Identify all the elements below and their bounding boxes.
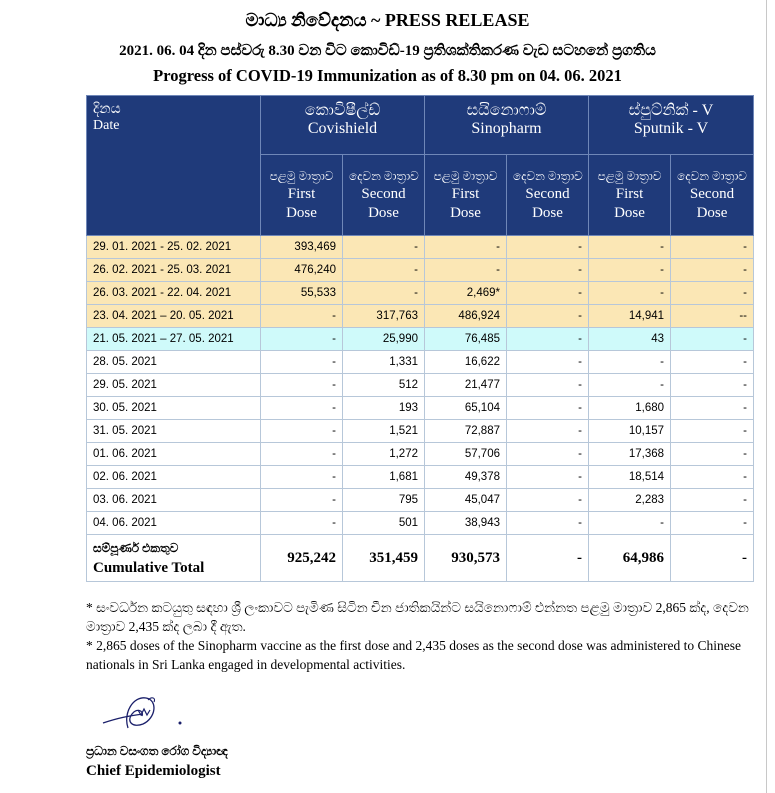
dose-count-cell: -: [507, 305, 589, 328]
dose-count-cell: -: [671, 351, 754, 374]
table-row: [87, 489, 754, 512]
dose-count-cell: -: [507, 512, 589, 535]
date-cell: 26. 02. 2021 - 25. 03. 2021: [87, 259, 261, 282]
dose-count-cell: -: [343, 259, 425, 282]
dose-count-cell: -: [671, 259, 754, 282]
total-label-english: Cumulative Total: [93, 560, 205, 576]
total-value-cell: 64,986: [589, 535, 671, 582]
dose-count-cell: -: [343, 282, 425, 305]
total-value-cell: -: [507, 535, 589, 582]
total-label: [87, 535, 261, 582]
dose-count-cell: 57,706: [425, 443, 507, 466]
dose-count-cell: -: [507, 374, 589, 397]
vaccine-name-english: Sinopharm: [471, 120, 542, 137]
table-row: [87, 282, 754, 305]
date-cell: 28. 05. 2021: [87, 351, 261, 374]
dose-count-cell: -: [425, 236, 507, 259]
dose-count-cell: -: [589, 282, 671, 305]
dose-header-english-2: Dose: [286, 205, 317, 221]
dose-header-sinhala: පළමු මාත්‍රාව: [269, 169, 334, 183]
table-row: [87, 374, 754, 397]
table-row: [87, 259, 754, 282]
dose-header-sinhala: පළමු මාත්‍රාව: [597, 169, 662, 183]
dose-count-cell: -: [589, 236, 671, 259]
dose-count-cell: -: [261, 420, 343, 443]
dose-count-cell: 38,943: [425, 512, 507, 535]
dose-count-cell: 1,681: [343, 466, 425, 489]
dose-header-english-2: Dose: [696, 205, 728, 221]
dose-count-cell: 72,887: [425, 420, 507, 443]
vaccine-name-sinhala: ස්පුට්නික් - V: [628, 102, 714, 119]
dose-count-cell: 43: [589, 328, 671, 351]
date-cell: 29. 05. 2021: [87, 374, 261, 397]
vaccine-header-sinopharm: [425, 96, 589, 155]
dose-count-cell: -: [507, 328, 589, 351]
date-cell: 23. 04. 2021 – 20. 05. 2021: [87, 305, 261, 328]
dose-count-cell: 393,469: [261, 236, 343, 259]
dose-count-cell: -: [671, 328, 754, 351]
total-value-cell: 925,242: [261, 535, 343, 582]
dose-count-cell: -: [671, 512, 754, 535]
page-edge-line: [766, 0, 767, 793]
date-cell: 03. 06. 2021: [87, 489, 261, 512]
dose-count-cell: 14,941: [589, 305, 671, 328]
dose-count-cell: -: [425, 259, 507, 282]
dose-count-cell: 501: [343, 512, 425, 535]
vaccine-header-sputnik: [589, 96, 754, 155]
footnote-english: * 2,865 doses of the Sinopharm vaccine as the first dose and 2,435 doses as the second dose was administered to Chinese nationals in Sri Lanka engaged in developmental activities.: [86, 638, 741, 672]
dose-count-cell: -: [507, 443, 589, 466]
dose-count-cell: -: [507, 259, 589, 282]
dose-count-cell: 10,157: [589, 420, 671, 443]
dose-count-cell: -: [507, 351, 589, 374]
dose-count-cell: -: [261, 328, 343, 351]
dose-header: [343, 155, 425, 236]
dose-header-sinhala: දෙවන මාත්‍රාව: [349, 169, 419, 183]
dose-count-cell: 317,763: [343, 305, 425, 328]
dose-count-cell: 16,622: [425, 351, 507, 374]
dose-header-english-1: First: [615, 186, 644, 202]
dose-count-cell: 795: [343, 489, 425, 512]
table-row: [87, 466, 754, 489]
dose-count-cell: -: [343, 236, 425, 259]
dose-header-english-2: Dose: [450, 205, 481, 221]
dose-count-cell: 76,485: [425, 328, 507, 351]
vaccine-name-english: Covishield: [307, 120, 378, 137]
dose-count-cell: -: [261, 305, 343, 328]
table-row: [87, 236, 754, 259]
dose-header-english-1: First: [287, 186, 316, 202]
dose-count-cell: -: [589, 351, 671, 374]
signature-title-english: Chief Epidemiologist: [86, 763, 221, 779]
dose-count-cell: -: [589, 374, 671, 397]
vaccine-header-covishield: [261, 96, 425, 155]
dose-count-cell: 17,368: [589, 443, 671, 466]
date-cell: 01. 06. 2021: [87, 443, 261, 466]
subtitle-sinhala: 2021. 06. 04 දින පස්වරු 8.30 වන විට කොවිඩ්-19 ප්‍රතිශක්තිකරණ වැඩ සටහනේ ප්‍රගතිය: [119, 43, 656, 59]
dose-count-cell: 1,680: [589, 397, 671, 420]
dose-count-cell: 1,272: [343, 443, 425, 466]
date-cell: 31. 05. 2021: [87, 420, 261, 443]
dose-header-sinhala: පළමු මාත්‍රාව: [433, 169, 498, 183]
signature-title-sinhala: ප්‍රධාන වසංගත රෝග විද්‍යාඥ: [86, 744, 228, 758]
dose-count-cell: 21,477: [425, 374, 507, 397]
dose-count-cell: 65,104: [425, 397, 507, 420]
dose-count-cell: 1,331: [343, 351, 425, 374]
table-row: [87, 443, 754, 466]
dose-header: [671, 155, 754, 236]
dose-count-cell: 193: [343, 397, 425, 420]
dose-count-cell: -: [671, 489, 754, 512]
dose-count-cell: -: [671, 236, 754, 259]
dose-header-sinhala: දෙවන මාත්‍රාව: [513, 169, 583, 183]
table-row: [87, 512, 754, 535]
dose-header-english-1: Second: [525, 186, 570, 202]
footnote-sinhala: * සංවර්ධන කටයුතු සඳහා ශ්‍රී ලංකාවට පැමිණ සිටින චීන ජාතිකයින්ට සයිනොෆාම් එන්නත පළමු මාත්‍රාව 2,865 ක්ද, දෙවන මාත්‍රාව 2,435 ක්ද ලබා දී ඇත.: [86, 600, 749, 634]
total-value-cell: 930,573: [425, 535, 507, 582]
dose-header-english-2: Dose: [368, 205, 399, 221]
dose-count-cell: -: [261, 512, 343, 535]
date-cell: 21. 05. 2021 – 27. 05. 2021: [87, 328, 261, 351]
vaccine-header-row: [87, 96, 754, 155]
table-row: [87, 351, 754, 374]
dose-header-english-1: Second: [361, 186, 406, 202]
dose-count-cell: --: [671, 305, 754, 328]
dose-count-cell: -: [261, 489, 343, 512]
dose-header-english-1: First: [451, 186, 480, 202]
dose-header: [507, 155, 589, 236]
cumulative-total-row: [87, 535, 754, 582]
dose-header: [425, 155, 507, 236]
dose-header-english-2: Dose: [614, 205, 645, 221]
dose-header-sinhala: දෙවන මාත්‍රාව: [677, 169, 747, 183]
vaccine-name-sinhala: සයිනොෆාම්: [466, 102, 547, 119]
date-header-sinhala: දිනය: [93, 102, 121, 117]
total-value-cell: -: [671, 535, 754, 582]
table-row: [87, 305, 754, 328]
vaccine-name-sinhala: කොවිෂීල්ඩ්: [304, 102, 381, 119]
dose-count-cell: -: [671, 282, 754, 305]
dose-count-cell: -: [261, 466, 343, 489]
dose-header: [261, 155, 343, 236]
date-cell: 30. 05. 2021: [87, 397, 261, 420]
date-column-header: [87, 96, 261, 236]
dose-count-cell: -: [507, 282, 589, 305]
dose-count-cell: 476,240: [261, 259, 343, 282]
signature-scribble: [98, 688, 188, 738]
dose-count-cell: -: [507, 420, 589, 443]
dose-count-cell: 2,469*: [425, 282, 507, 305]
table-row: [87, 328, 754, 351]
dose-count-cell: -: [261, 351, 343, 374]
dose-count-cell: -: [507, 489, 589, 512]
dose-count-cell: 18,514: [589, 466, 671, 489]
dose-header-english-1: Second: [689, 186, 735, 202]
dose-header: [589, 155, 671, 236]
vaccine-name-english: Sputnik - V: [633, 120, 709, 137]
dose-count-cell: 2,283: [589, 489, 671, 512]
dose-count-cell: -: [671, 466, 754, 489]
press-release-title: මාධ්‍ය නිවේදනය ~ PRESS RELEASE: [245, 10, 530, 30]
dose-count-cell: -: [261, 397, 343, 420]
dose-count-cell: -: [671, 420, 754, 443]
dose-count-cell: -: [589, 259, 671, 282]
date-header-english: Date: [93, 118, 120, 133]
table-row: [87, 397, 754, 420]
date-cell: 29. 01. 2021 - 25. 02. 2021: [87, 236, 261, 259]
dose-count-cell: 45,047: [425, 489, 507, 512]
date-cell: 02. 06. 2021: [87, 466, 261, 489]
dose-count-cell: -: [671, 443, 754, 466]
footnotes: [86, 598, 756, 674]
total-value-cell: 351,459: [343, 535, 425, 582]
subtitle-english: Progress of COVID-19 Immunization as of 8.30 pm on 04. 06. 2021: [153, 66, 622, 85]
dose-count-cell: -: [507, 236, 589, 259]
date-cell: 26. 03. 2021 - 22. 04. 2021: [87, 282, 261, 305]
dose-count-cell: -: [589, 512, 671, 535]
dose-count-cell: 1,521: [343, 420, 425, 443]
dose-header-english-2: Dose: [532, 205, 563, 221]
dose-count-cell: -: [507, 466, 589, 489]
dose-count-cell: -: [671, 374, 754, 397]
date-cell: 04. 06. 2021: [87, 512, 261, 535]
total-label-sinhala: සම්පූර්ණ එකතුව: [93, 541, 179, 555]
table-row: [87, 420, 754, 443]
dose-count-cell: -: [261, 374, 343, 397]
dose-count-cell: 25,990: [343, 328, 425, 351]
signature-image: [98, 688, 188, 743]
dose-count-cell: 512: [343, 374, 425, 397]
dose-count-cell: -: [507, 397, 589, 420]
dose-count-cell: 55,533: [261, 282, 343, 305]
dose-count-cell: -: [671, 397, 754, 420]
dose-count-cell: 49,378: [425, 466, 507, 489]
dose-count-cell: 486,924: [425, 305, 507, 328]
immunization-table: [86, 95, 754, 582]
dose-count-cell: -: [261, 443, 343, 466]
